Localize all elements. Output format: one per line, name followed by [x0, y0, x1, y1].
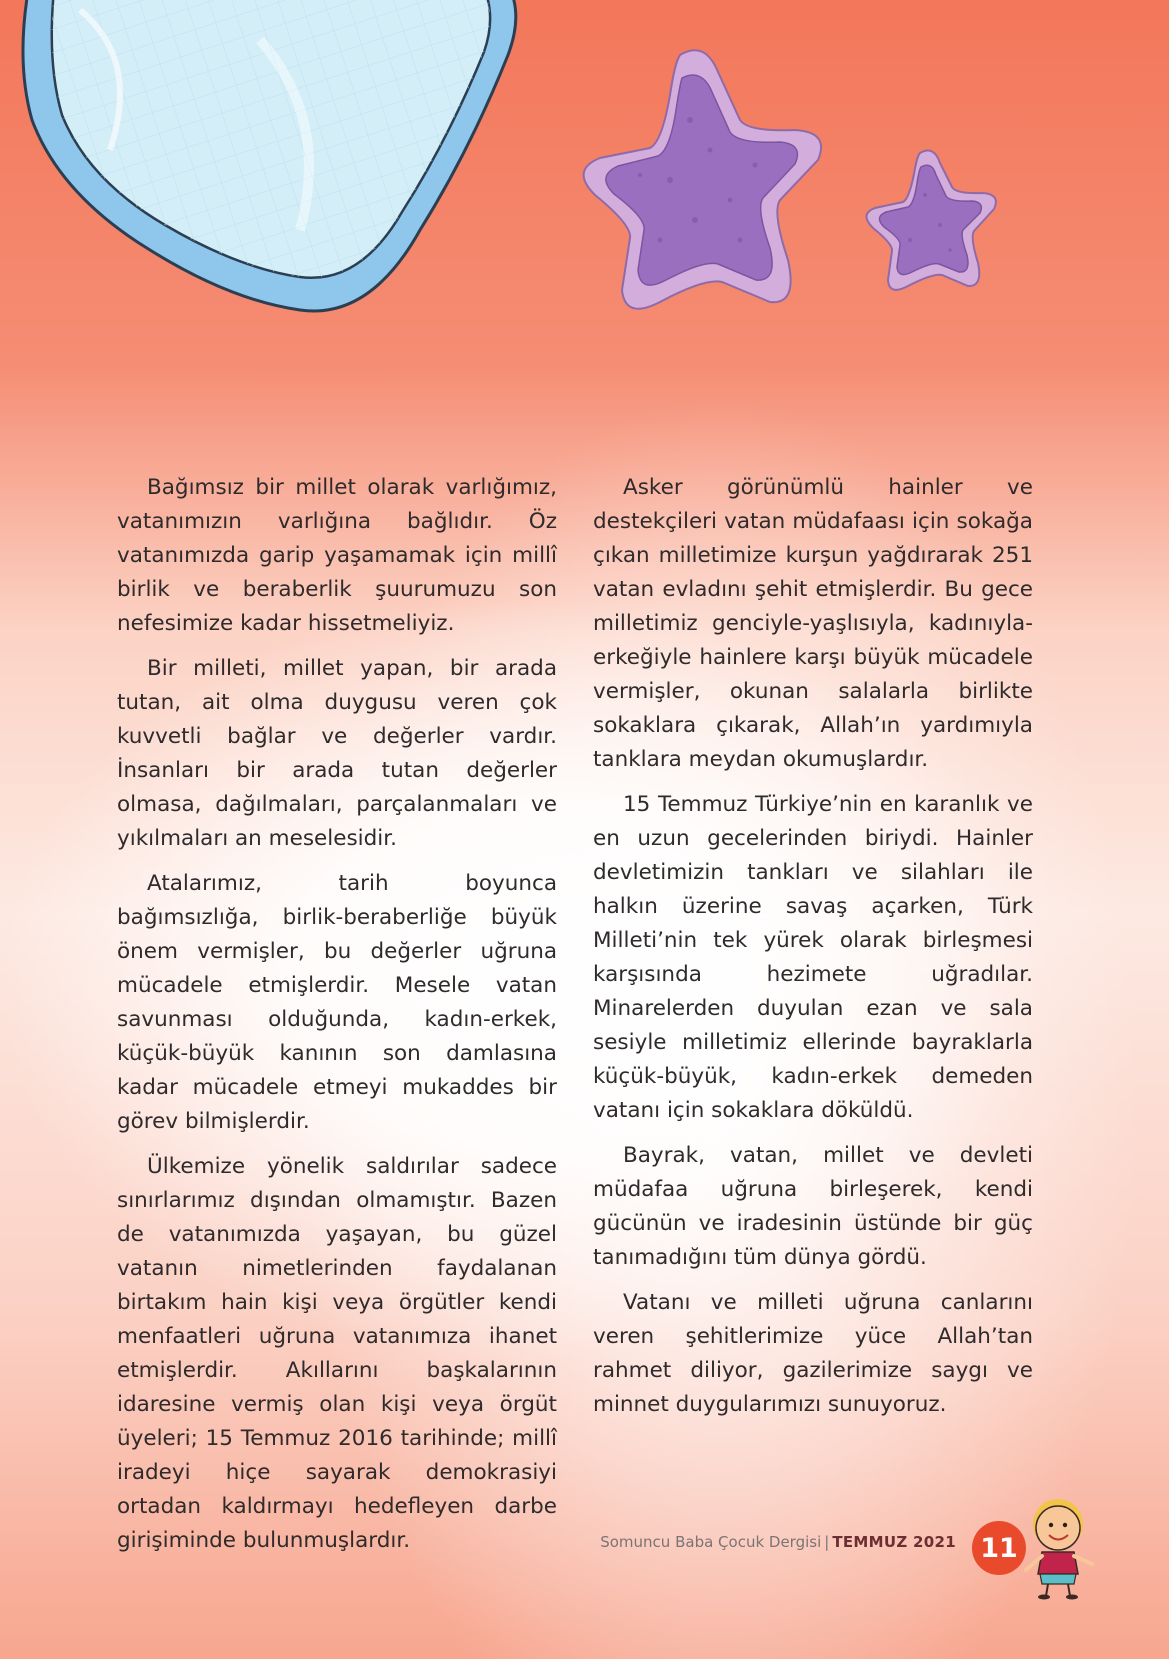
magazine-name: Somuncu Baba Çocuk Dergisi — [600, 1533, 822, 1551]
paragraph: Vatanı ve milleti uğruna canlarını veren şehitlerimize yüce Allah’tan rahmet diliyor, gazilerimize saygı ve minnet duygularımızı sunuyoruz. — [593, 1290, 1033, 1417]
paragraph: Bağımsız bir millet olarak varlığımız, vatanımızın varlığına bağlıdır. Öz vatanımızda garip yaşamamak için millî birlik ve beraberlik şuurumuzu son nefesimize kadar hissetmeliyiz. — [117, 475, 557, 636]
paragraph: Atalarımız, tarih boyunca bağımsızlığa, birlik-beraberliğe büyük önem vermişler, bu değerler uğruna mücadele etmişlerdir. Mesele vatan savunması olduğunda, kadın-erkek, küçük-büyük kanının son damlasına kadar mücadele etmeyi mukaddes bir görev bilmişlerdir. — [117, 871, 557, 1134]
issue-date: TEMMUZ 2021 — [832, 1533, 956, 1551]
article-left-column — [117, 471, 557, 1569]
decor-layer — [0, 0, 1169, 420]
paragraph: Bayrak, vatan, millet ve devleti müdafaa uğruna birleşerek, kendi gücünün ve iradesinin üstünde bir güç tanımadığını tüm dünya gördü. — [593, 1143, 1033, 1270]
page-footer — [570, 1533, 956, 1551]
paragraph: Asker görünümlü hainler ve destekçileri vatan müdafaası için sokağa çıkan milletimize kurşun yağdırarak 251 vatan evladını şehit etmişlerdir. Bu gece milletimiz genciyle-yaşlısıyla, kadınıyla-erkeğiyle hainlere karşı büyük mücadele vermişler, okunan salalarla birlikte sokaklara çıkarak, Allah’ın yardımıyla tanklara meydan okumuşlardır. — [593, 475, 1033, 772]
paragraph: Ülkemize yönelik saldırılar sadece sınırlarımız dışından olmamıştır. Bazen de vatanımızda yaşayan, bu güzel vatanın nimetlerinden faydalanan birtakım hain kişi veya örgütler kendi menfaatleri uğruna vatanımıza ihanet etmişlerdir. Akıllarını başkalarının idaresine vermiş olan kişi veya örgüt üyeleri; 15 Temmuz 2016 tarihinde; millî iradeyi hiçe sayarak demokrasiyi ortadan kaldırmayı hedefleyen darbe girişiminde bulunmuşlardır. — [117, 1154, 557, 1553]
starfish-small-icon — [866, 151, 995, 290]
page-number: 11 — [980, 1532, 1018, 1564]
article-right-column — [593, 471, 1033, 1433]
child-mascot-icon — [1012, 1490, 1112, 1600]
footer-separator: | — [824, 1533, 830, 1551]
pool-illustration-icon — [23, 0, 516, 311]
paragraph: Bir milleti, millet yapan, bir arada tutan, ait olma duygusu veren çok kuvvetli bağlar ve değerler vardır. İnsanları bir arada tutan değerler olmasa, dağılmaları, parçalanmaları ve yıkılmaları an meselesidir. — [117, 656, 557, 851]
paragraph: 15 Temmuz Türkiye’nin en karanlık ve en uzun gecelerinden biriydi. Hainler devletimizin tankları ve silahları ile halkın üzerine savaş açarken, Türk Milleti’nin tek yürek olarak birleşmesi karşısında hezimete uğradılar. Minarelerden duyulan ezan ve sala sesiyle milletimiz ellerinde bayraklarla küçük-büyük, kadın-erkek demeden vatanı için sokaklara döküldü. — [593, 792, 1033, 1123]
starfish-large-icon — [584, 50, 821, 309]
